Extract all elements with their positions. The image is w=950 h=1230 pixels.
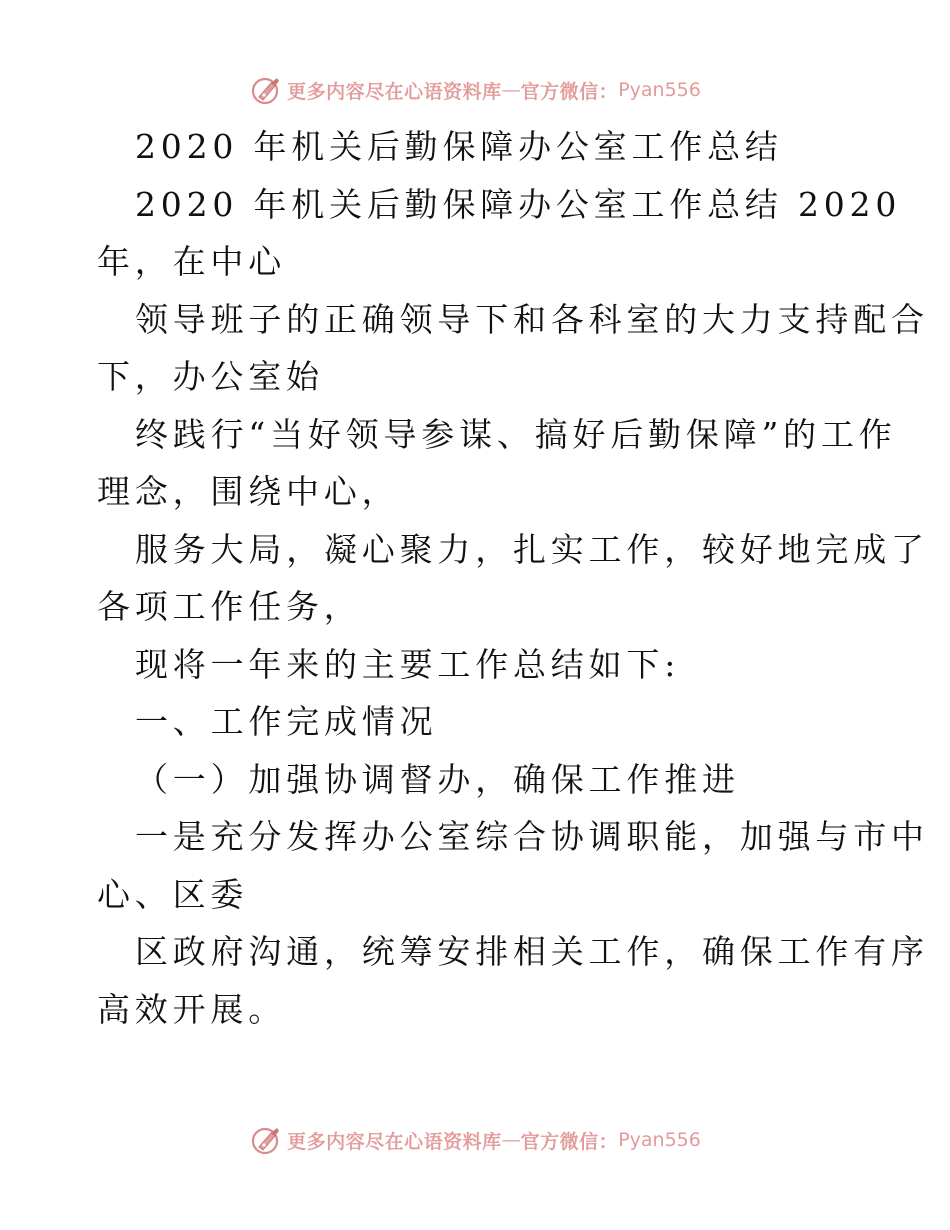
paragraph-line: 下，办公室始 <box>97 357 324 396</box>
paragraph-line: 区政府沟通，统筹安排相关工作，确保工作有序 <box>135 932 929 971</box>
document-body <box>97 118 929 1038</box>
watermark-account: Pyan556 <box>618 79 701 101</box>
paragraph-line: 终践行“当好领导参谋、搞好后勤保障”的工作 <box>135 414 897 454</box>
paragraph-line: 领导班子的正确领导下和各科室的大力支持配合 <box>135 299 929 339</box>
header-watermark <box>0 70 950 110</box>
pen-nib-logo-icon <box>249 73 283 107</box>
paragraph-line: 高效开展。 <box>97 989 286 1029</box>
paragraph-line: 2020 年机关后勤保障办公室工作总结 2020 <box>135 184 902 224</box>
paragraph-line: 各项工作任务， <box>97 587 362 626</box>
paragraph-line: 一是充分发挥办公室综合协调职能，加强与市中 <box>135 817 929 856</box>
watermark-account: Pyan556 <box>618 1129 701 1151</box>
watermark-official-label: 官方微信： <box>520 1130 619 1153</box>
paragraph-line: 理念，围绕中心， <box>97 472 400 511</box>
document-title: 2020 年机关后勤保障办公室工作总结 <box>135 127 783 166</box>
paragraph-line: 服务大局，凝心聚力，扎实工作，较好地完成了 <box>135 529 929 569</box>
watermark-separator: — <box>501 79 521 101</box>
paragraph-line: 现将一年来的主要工作总结如下: <box>135 644 681 684</box>
footer-watermark <box>0 1120 950 1160</box>
watermark-official-label: 官方微信： <box>520 80 619 103</box>
pen-nib-logo-icon <box>249 1123 283 1157</box>
paragraph-line: 年，在中心 <box>97 242 286 281</box>
paragraph-line: 心、区委 <box>97 874 249 914</box>
section-heading: 一、工作完成情况 <box>135 702 438 741</box>
subsection-heading: （一）加强协调督办，确保工作推进 <box>135 759 740 799</box>
watermark-site-text: 更多内容尽在心语资料库 <box>287 1130 502 1153</box>
watermark-separator: — <box>501 1129 521 1151</box>
watermark-site-text: 更多内容尽在心语资料库 <box>287 80 502 103</box>
